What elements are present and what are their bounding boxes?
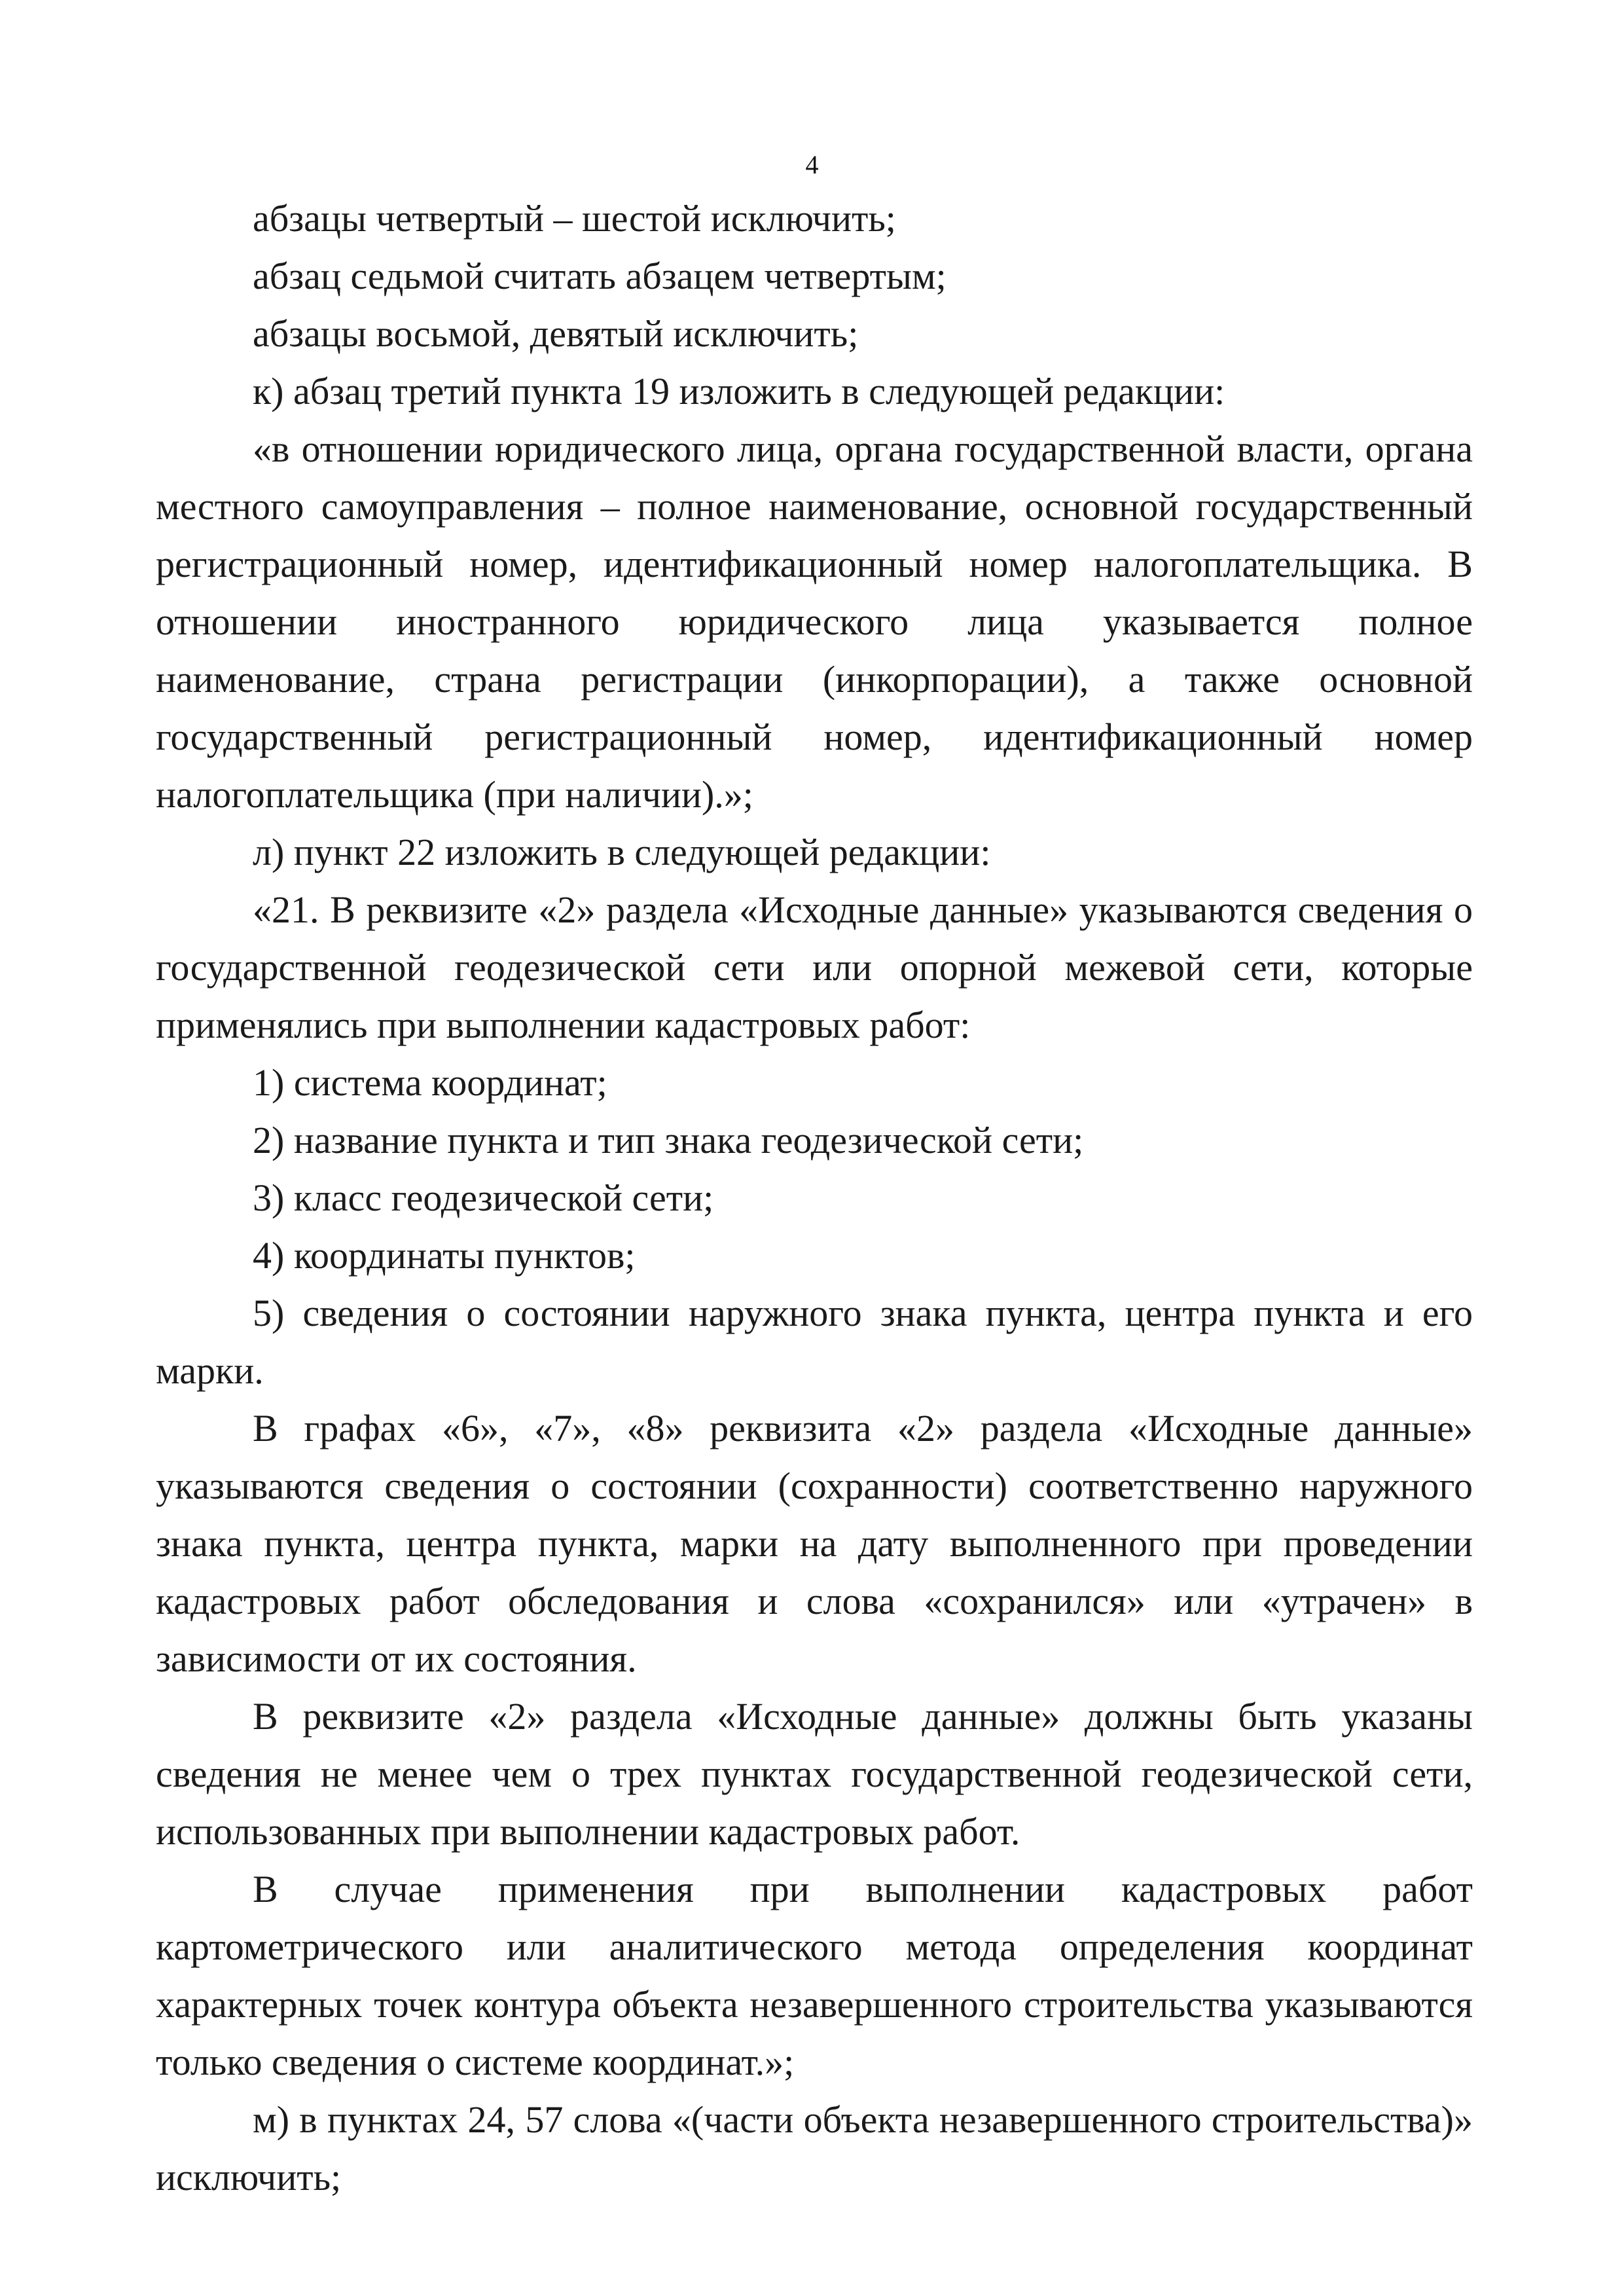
paragraph-k-quote: «в отношении юридического лица, органа государственной власти, органа местного самоуправления – полное наименование, основной государственный регистрационный номер, идентификационный номер налогоплательщика. В отношении иностранного юридического лица указывается полное наименование, страна регистрации (инкорпорации), а также основной государственный регистрационный номер, идентификационный номер налогоплательщика (при наличии).»; <box>156 428 1473 816</box>
paragraph-3: абзацы восьмой, девятый исключить; <box>253 312 859 355</box>
paragraph-sluchay: В случае применения при выполнении кадастровых работ картометрического или аналитического метода определения координат характерных точек контура объекта незавершенного строительства указываются только сведения о системе координат.»; <box>156 1868 1473 2083</box>
paragraph-k: к) абзац третий пункта 19 изложить в следующей редакции: <box>253 370 1225 412</box>
paragraph-l: л) пункт 22 изложить в следующей редакции: <box>253 831 991 873</box>
paragraph-21: «21. В реквизите «2» раздела «Исходные данные» указываются сведения о государственной геодезической сети или опорной межевой сети, которые применялись при выполнении кадастровых работ: <box>156 888 1473 1046</box>
paragraph-m: м) в пунктах 24, 57 слова «(части объекта незавершенного строительства)» исключить; <box>156 2098 1473 2198</box>
paragraph-rekvizit: В реквизите «2» раздела «Исходные данные» должны быть указаны сведения не менее чем о трех пунктах государственной геодезической сети, использованных при выполнении кадастровых работ. <box>156 1695 1473 1853</box>
paragraph-1: абзацы четвертый – шестой исключить; <box>253 197 896 240</box>
list-item-1: 1) система координат; <box>253 1061 607 1104</box>
list-item-3: 3) класс геодезической сети; <box>253 1176 714 1219</box>
paragraph-2: абзац седьмой считать абзацем четвертым; <box>253 255 947 297</box>
page-number: 4 <box>805 150 819 179</box>
document-body <box>156 190 1473 2206</box>
paragraph-grafy: В графах «6», «7», «8» реквизита «2» раздела «Исходные данные» указываются сведения о состоянии (сохранности) соответственно наружного знака пункта, центра пункта, марки на дату выполненного при проведении кадастровых работ обследования и слова «сохранился» или «утрачен» в зависимости от их состояния. <box>156 1407 1473 1680</box>
list-item-2: 2) название пункта и тип знака геодезической сети; <box>253 1119 1084 1161</box>
list-item-4: 4) координаты пунктов; <box>253 1234 636 1277</box>
list-item-5: 5) сведения о состоянии наружного знака пункта, центра пункта и его марки. <box>156 1292 1473 1392</box>
